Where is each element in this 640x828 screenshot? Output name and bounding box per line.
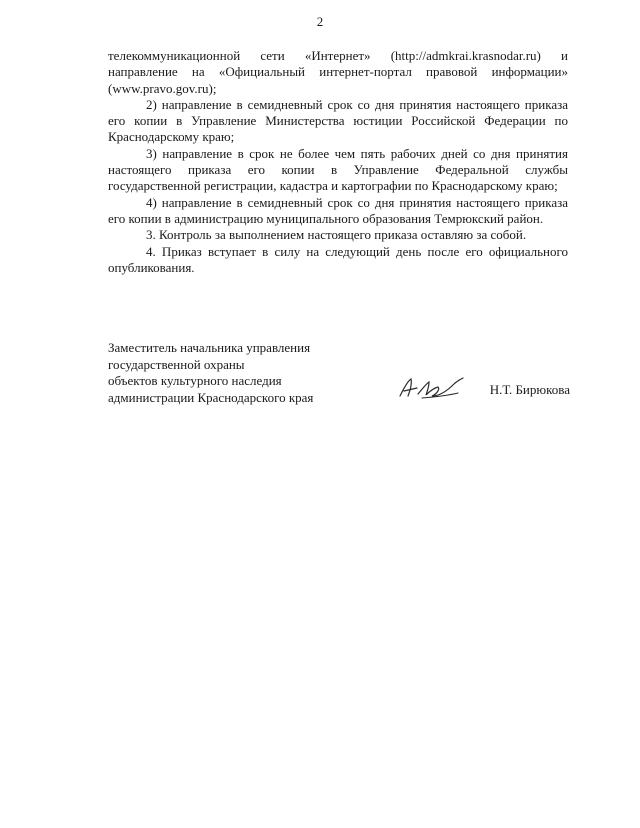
handwritten-signature	[396, 374, 466, 402]
signer-title	[108, 340, 313, 406]
page-number: 2	[316, 14, 324, 29]
paragraph-clause-4: 4. Приказ вступает в силу на следующий день после его официального опубликования.	[108, 243, 568, 275]
paragraph-item-2: 2) направление в семидневный срок со дня принятия настоящего приказа его копии в Управление Министерства юстиции Российской Федерации по Краснодарскому краю;	[108, 96, 568, 145]
signer-title-line: государственной охраны	[108, 356, 245, 372]
document-body	[108, 48, 568, 276]
signer-title-line: администрации Краснодарского края	[108, 389, 314, 405]
paragraph-continuation: телекоммуникационной сети «Интернет» (http://admkrai.krasnodar.ru) и направление на «Официальный интернет-портал правовой информации» (www.pravo.gov.ru);	[108, 48, 568, 96]
paragraph-clause-3: 3. Контроль за выполнением настоящего приказа оставляю за собой.	[146, 227, 527, 243]
signature-block	[108, 340, 570, 410]
signer-title-line: объектов культурного наследия	[108, 373, 282, 388]
signer-title-line: Заместитель начальника управления	[108, 340, 311, 355]
signer-name: Н.Т. Бирюкова	[489, 382, 570, 397]
paragraph-item-4: 4) направление в семидневный срок со дня принятия настоящего приказа его копии в администрацию муниципального образования Темрюкский район.	[108, 194, 568, 226]
paragraph-item-3: 3) направление в срок не более чем пять рабочих дней со дня принятия настоящего приказа его копии в Управление Федеральной службы государственной регистрации, кадастра и картографии по Краснодарскому краю;	[108, 145, 568, 194]
